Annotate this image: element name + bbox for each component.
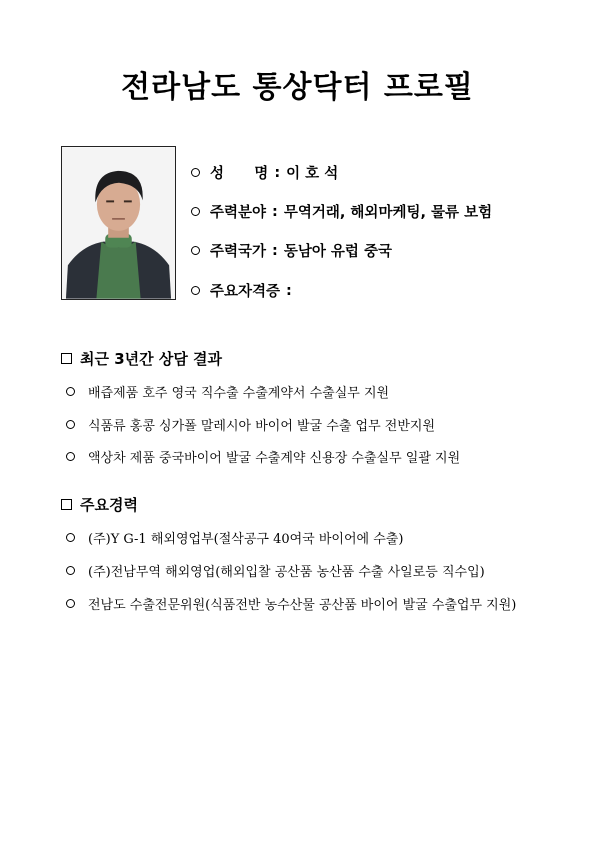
list-item — [66, 415, 435, 434]
colon: : — [274, 164, 281, 181]
circle-bullet-icon — [191, 246, 200, 255]
list-item-text: (주)Y G-1 해외영업부(절삭공구 40여국 바이어에 수출) — [88, 532, 404, 547]
list-item — [66, 561, 485, 580]
square-bullet-icon — [61, 499, 72, 510]
list-item-text: (주)전남무역 해외영업(해외입찰 공산품 농산품 수출 사일로등 직수입) — [88, 565, 485, 580]
name-label: 성 명 — [210, 166, 269, 182]
circle-bullet-icon — [66, 387, 75, 396]
profile-photo — [61, 146, 176, 300]
circle-bullet-icon — [191, 168, 200, 177]
country-row — [191, 240, 392, 261]
circle-bullet-icon — [191, 207, 200, 216]
list-item-text: 식품류 홍콩 싱가폴 말레시아 바이어 발굴 수출 업무 전반지원 — [88, 419, 436, 434]
field-row — [191, 201, 492, 222]
consult-section-heading — [61, 348, 222, 369]
country-value: 동남아 유럽 중국 — [283, 244, 392, 260]
list-item-text: 전남도 수출전문위원(식품전반 농수산물 공산품 바이어 발굴 수출업무 지원) — [88, 598, 517, 613]
career-section-heading — [61, 494, 138, 515]
career-heading-text: 주요경력 — [80, 496, 138, 514]
cert-label: 주요자격증 — [210, 284, 281, 300]
circle-bullet-icon — [66, 599, 75, 608]
person-portrait-image — [62, 147, 175, 299]
list-item-text: 액상차 제품 중국바이어 발굴 수출계약 신용장 수출실무 일괄 지원 — [88, 451, 461, 466]
circle-bullet-icon — [66, 566, 75, 575]
page-title: 전라남도 통상닥터 프로필 — [121, 70, 474, 105]
colon: : — [286, 282, 292, 299]
name-row — [191, 162, 338, 183]
circle-bullet-icon — [66, 452, 75, 461]
colon: : — [272, 242, 278, 259]
field-label: 주력분야 — [210, 205, 267, 221]
list-item — [66, 447, 460, 466]
list-item — [66, 382, 389, 401]
list-item — [66, 528, 403, 547]
circle-bullet-icon — [66, 420, 75, 429]
colon: : — [272, 203, 278, 220]
country-label: 주력국가 — [210, 244, 267, 260]
circle-bullet-icon — [191, 286, 200, 295]
field-value: 무역거래, 해외마케팅, 물류 보험 — [283, 205, 493, 221]
consult-heading-text: 최근 3년간 상담 결과 — [80, 350, 223, 368]
list-item — [66, 594, 516, 613]
cert-row — [191, 280, 298, 301]
name-value: 이 호 석 — [286, 166, 339, 182]
square-bullet-icon — [61, 353, 72, 364]
list-item-text: 배즙제품 호주 영국 직수출 수출계약서 수출실무 지원 — [88, 386, 390, 401]
circle-bullet-icon — [66, 533, 75, 542]
